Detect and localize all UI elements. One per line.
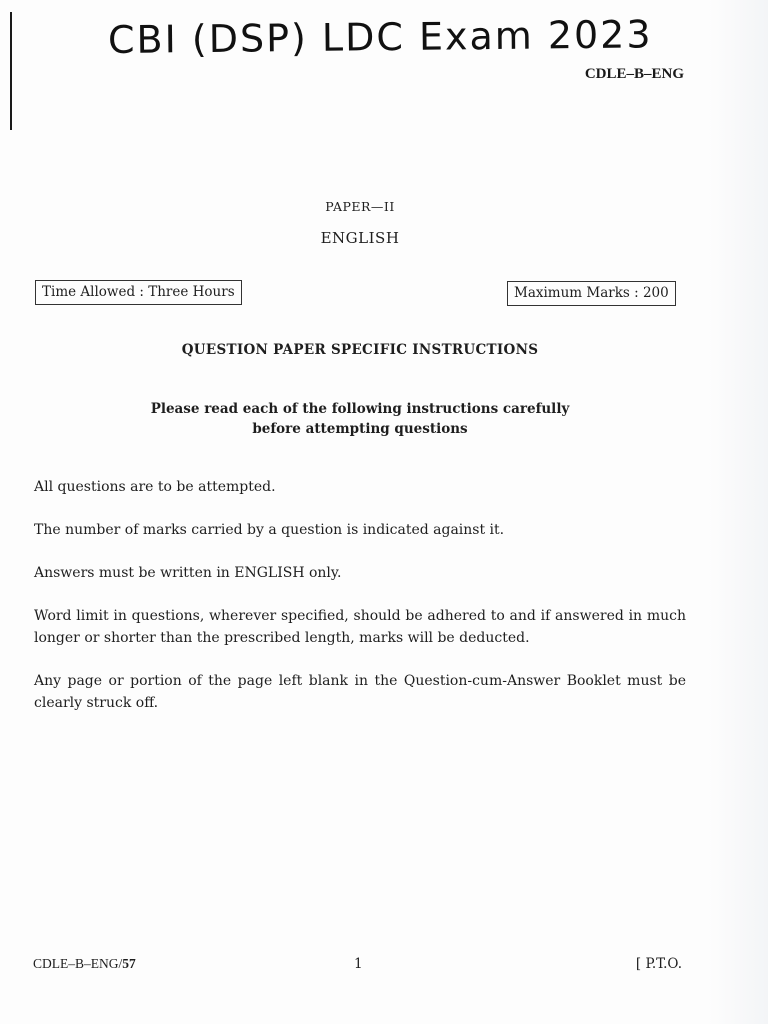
instruction-item: All questions are to be attempted. xyxy=(34,479,276,495)
paper-code: CDLE–B–ENG xyxy=(584,66,684,82)
footer-code-text: CDLE–B–ENG/ xyxy=(33,956,123,971)
instructions-heading: QUESTION PAPER SPECIFIC INSTRUCTIONS xyxy=(181,342,539,358)
read-carefully-note xyxy=(0,399,720,439)
handwritten-title: CBI (DSP) LDC Exam 2023 xyxy=(107,12,653,62)
instruction-item: The number of marks carried by a question is indicated against it. xyxy=(34,522,505,538)
footer-paper-code xyxy=(33,956,136,972)
scan-shadow xyxy=(708,0,768,1024)
maximum-marks-box: Maximum Marks : 200 xyxy=(507,281,676,306)
scan-edge-line xyxy=(10,12,12,130)
pto-marker: [ P.T.O. xyxy=(635,956,682,972)
footer-code-number: 57 xyxy=(122,956,136,971)
read-carefully-line-2: before attempting questions xyxy=(252,421,468,437)
instruction-item: Word limit in questions, wherever specified, should be adhered to and if answered in much longer or shorter than the prescribed length, marks will be deducted. xyxy=(34,608,686,646)
paper-number: PAPER—II xyxy=(325,199,395,214)
instruction-item: Answers must be written in ENGLISH only. xyxy=(34,565,342,581)
read-carefully-line-1: Please read each of the following instructions carefully xyxy=(150,401,570,417)
subject-title: ENGLISH xyxy=(320,229,400,247)
time-allowed-box: Time Allowed : Three Hours xyxy=(35,280,242,305)
page-number: 1 xyxy=(354,956,363,972)
instructions-list xyxy=(34,476,686,735)
instruction-item: Any page or portion of the page left blank in the Question-cum-Answer Booklet must be clearly struck off. xyxy=(34,673,686,711)
